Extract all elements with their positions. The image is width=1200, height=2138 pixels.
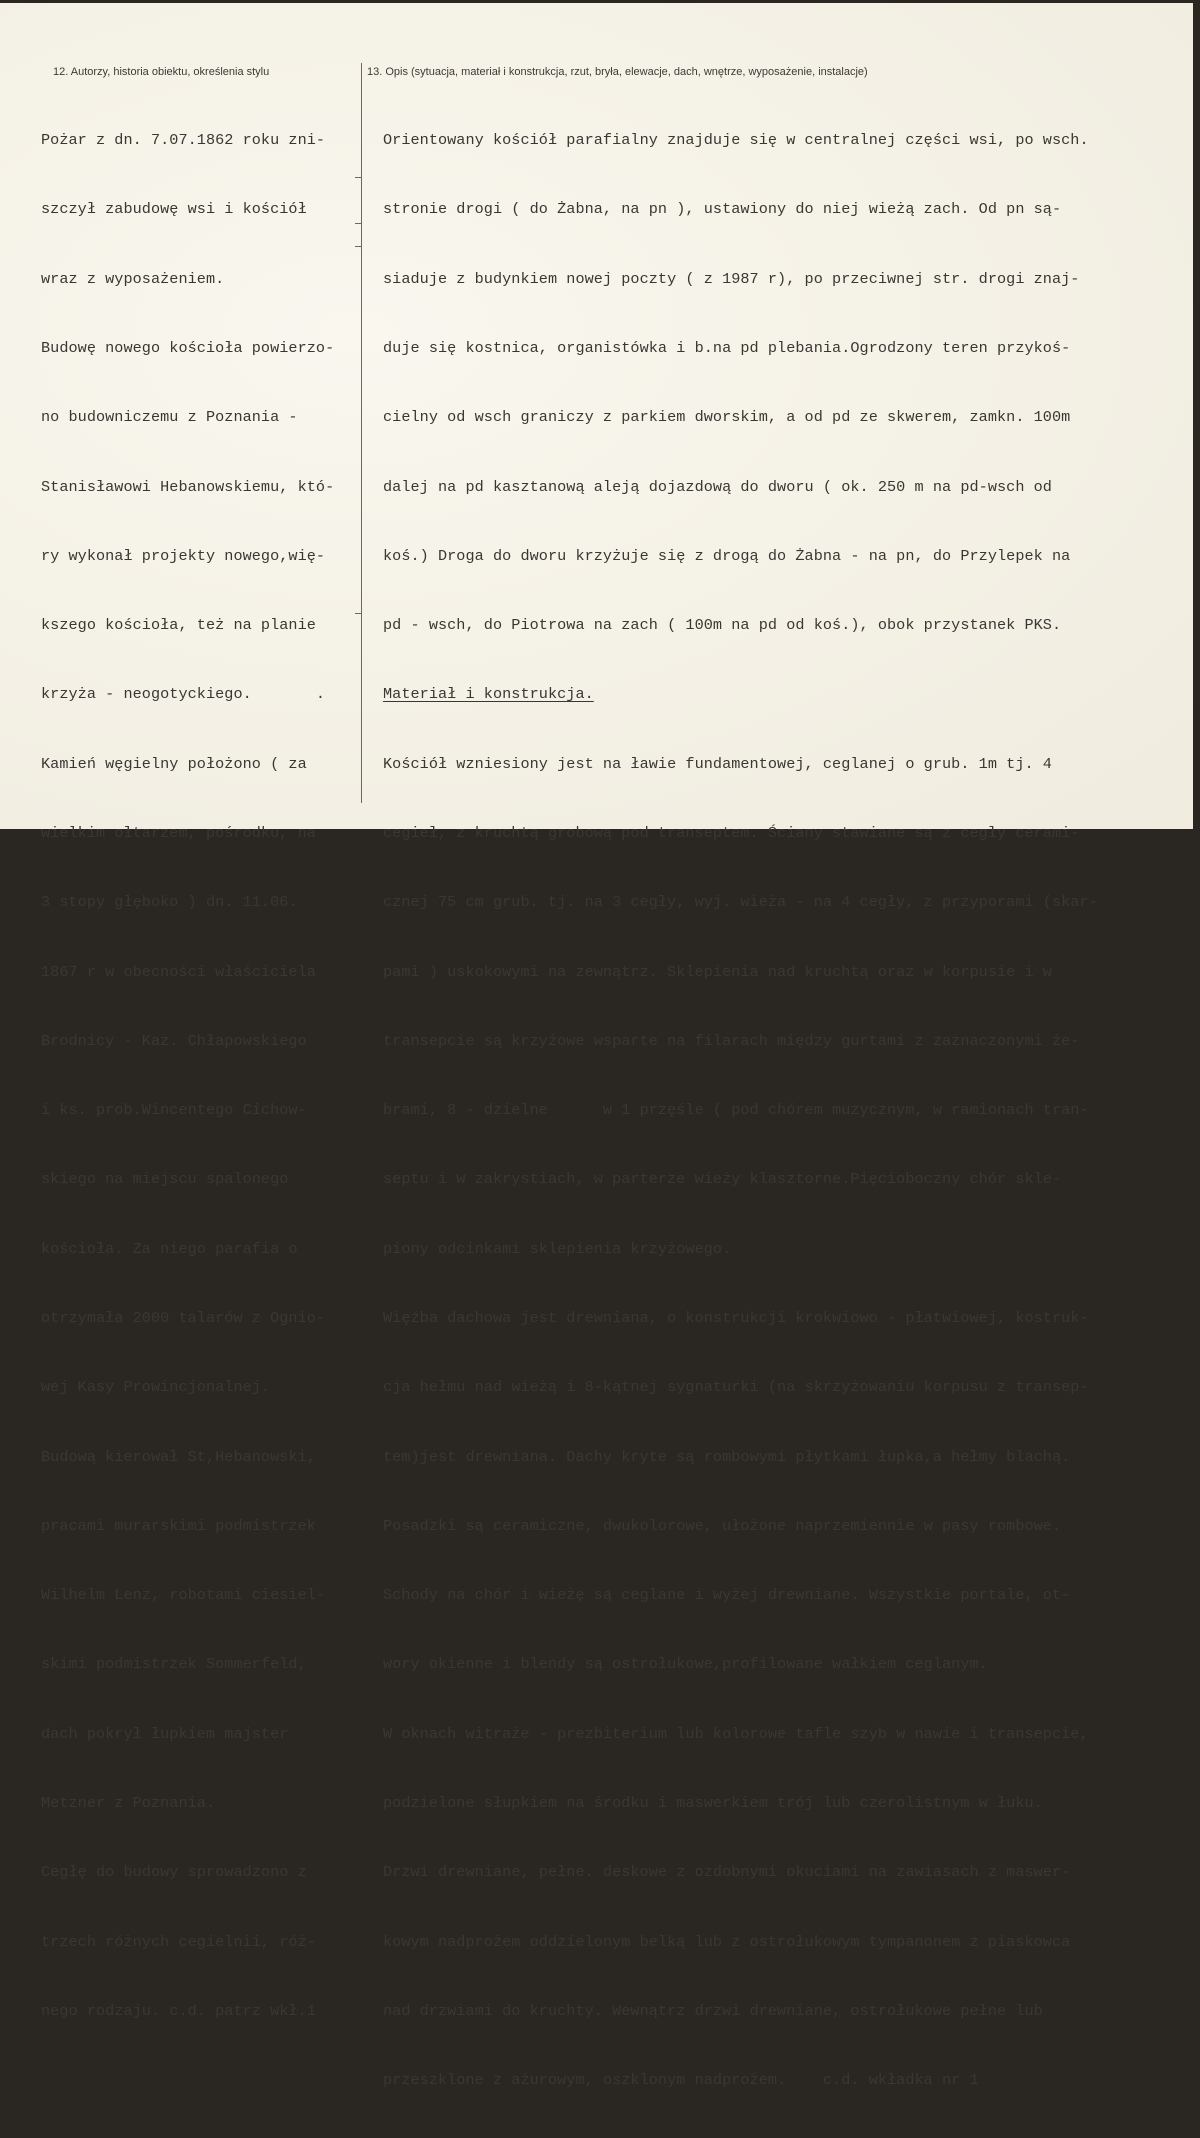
- text-line: wory okienne i blendy są ostrołukowe,profilowane wałkiem ceglanym.: [383, 1655, 988, 1674]
- text-line: koś.) Droga do dworu krzyżuje się z drogą do Żabna - na pn, do Przylepek na: [383, 546, 1071, 565]
- text-line: siaduje z budynkiem nowej poczty ( z 1987 r), po przeciwnej str. drogi znaj-: [383, 269, 1080, 288]
- text-line: i ks. prob.Wincentego Cichow-: [41, 1101, 307, 1120]
- section-13-text: [383, 83, 1098, 2138]
- text-line: Drzwi drewniane, pełne. deskowe z ozdobnymi okuciami na zawiasach z maswer-: [383, 1863, 1071, 1882]
- text-line: wraz z wyposażeniem.: [41, 269, 225, 288]
- text-line: dach pokrył łupkiem majster: [41, 1724, 289, 1743]
- text-line: kszego kościoła, też na planie: [41, 616, 316, 635]
- text-line: skiego na miejscu spalonego: [41, 1170, 289, 1189]
- text-line: kościoła. Za niego parafia o: [41, 1239, 298, 1258]
- text-line: brami, 8 - dzielne w 1 przęśle ( pod chórem muzycznym, w ramionach tran-: [383, 1101, 1089, 1120]
- text-line: wej Kasy Prowincjonalnej.: [41, 1378, 271, 1397]
- text-line: ry wykonał projekty nowego,wię-: [41, 546, 326, 565]
- text-line: piony odcinkami sklepienia krzyżowego.: [383, 1239, 732, 1258]
- text-line: nego rodzaju. c.d. patrz wkł.1: [41, 2001, 316, 2020]
- text-line: 3 stopy głęboko ) dn. 11.06.: [41, 893, 298, 912]
- text-line: Cegłę do budowy sprowadzono z: [41, 1863, 307, 1882]
- divider-tick: [355, 223, 361, 224]
- section-12-label: 12. Autorzy, historia obiektu, określenia stylu: [53, 66, 270, 78]
- divider-tick: [355, 246, 361, 247]
- text-line: 1867 r w obecności właściciela: [41, 962, 316, 981]
- text-line: cielny od wsch graniczy z parkiem dworskim, a od pd ze skwerem, zamkn. 100m: [383, 408, 1071, 427]
- text-line: Budową kierował St,Hebanowski,: [41, 1447, 316, 1466]
- text-line: pd - wsch, do Piotrowa na zach ( 100m na pd od koś.), obok przystanek PKS.: [383, 616, 1062, 635]
- divider-tick: [355, 177, 361, 178]
- text-line: Orientowany kościół parafialny znajduje się w centralnej części wsi, po wsch.: [383, 131, 1089, 150]
- text-line: wielkim ołtarzem, pośrodku, na: [41, 824, 316, 842]
- text-line: skimi podmistrzek Sommerfeld,: [41, 1655, 307, 1674]
- text-line: Posadzki są ceramiczne, dwukolorowe, ułożone naprzemiennie w pasy rombowe.: [383, 1516, 1062, 1535]
- text-line: cegieł, z kruchtą grobową pod transeptem. Ściany stawiane są z cegły cerami-: [383, 824, 1080, 842]
- text-line: Schody na chór i wieżę są ceglane i wyżej drewniane. Wszystkie portale, ot-: [383, 1586, 1071, 1605]
- subheading-material: Materiał i konstrukcja.: [383, 685, 594, 704]
- text-line: Stanisławowi Hebanowskiemu, któ-: [41, 477, 335, 496]
- section-13-label: 13. Opis (sytuacja, materiał i konstrukcja, rzut, bryła, elewacje, dach, wnętrze, wyposażenie, instalacje): [367, 66, 868, 78]
- text-line: otrzymała 2000 talarów z Ognio-: [41, 1308, 326, 1327]
- text-line: Więźba dachowa jest drewniana, o konstrukcji krokwiowo - płatwiowej, kostruk-: [383, 1308, 1089, 1327]
- text-line: pami ) uskokowymi na zewnątrz. Sklepienia nad kruchtą oraz w korpusie i w: [383, 962, 1052, 981]
- divider-tick: [355, 613, 361, 614]
- text-line: transepcie są krzyżowe wsparte na filarach między gurtami z zaznaczonymi że-: [383, 1031, 1080, 1050]
- text-line: cznej 75 cm grub. tj. na 3 cegły, wyj. wieża - na 4 cegły, z przyporami (skar-: [383, 893, 1098, 912]
- text-line: podzielone słupkiem na środku i maswerkiem trój lub czerolistnym w łuku.: [383, 1793, 1043, 1812]
- text-line: Brodnicy - Kaz. Chłapowskiego: [41, 1031, 307, 1050]
- text-line: szczył zabudowę wsi i kościół: [41, 200, 307, 219]
- text-line: Kamień węgielny położono ( za: [41, 754, 307, 773]
- text-line: Wilhelm Lenz, robotami ciesiel-: [41, 1586, 326, 1605]
- text-line: septu i w zakrystiach, w parterze wieży klasztorne.Pięcioboczny chór skle-: [383, 1170, 1062, 1189]
- text-line: dalej na pd kasztanową aleją dojazdową do dworu ( ok. 250 m na pd-wsch od: [383, 477, 1052, 496]
- text-line: krzyża - neogotyckiego. .: [41, 685, 326, 704]
- document-sheet: [0, 3, 1193, 2090]
- text-line: stronie drogi ( do Żabna, na pn ), ustawiony do niej wieżą zach. Od pn są-: [383, 200, 1062, 219]
- text-line: Kościół wzniesiony jest na ławie fundamentowej, ceglanej o grub. 1m tj. 4: [383, 754, 1052, 773]
- text-line: trzech różnych cegielnii, róż-: [41, 1932, 316, 1951]
- text-line: przeszklone z ażurowym, oszklonym nadprożem. c.d. wkładka nr 1: [383, 2071, 979, 2090]
- text-line: tem)jest drewniana. Dachy kryte są rombowymi płytkami łupka,a hełmy blachą.: [383, 1447, 1071, 1466]
- column-divider: [361, 63, 362, 803]
- section-12-text: [41, 83, 334, 2069]
- text-line: cja hełmu nad wieżą i 8-kątnej sygnaturki (na skrzyżowaniu korpusu z transep-: [383, 1378, 1089, 1397]
- text-line: pracami murarskimi podmistrzek: [41, 1516, 316, 1535]
- text-line: Metzner z Poznania.: [41, 1793, 216, 1812]
- text-line: Pożar z dn. 7.07.1862 roku zni-: [41, 131, 326, 150]
- text-line: no budowniczemu z Poznania -: [41, 408, 298, 427]
- text-line: kowym nadprożem oddzielonym belką lub z ostrołukowym tympanonem z piaskowca: [383, 1932, 1071, 1951]
- text-line: duje się kostnica, organistówka i b.na pd plebania.Ogrodzony teren przykoś-: [383, 339, 1071, 358]
- text-line: nad drzwiami do kruchty. Wewnątrz drzwi drewniane, ostrołukowe pełne lub: [383, 2001, 1043, 2020]
- text-line: W oknach witraże - prezbiterium lub kolorowe tafle szyb w nawie i transepcie,: [383, 1724, 1089, 1743]
- text-line: Budowę nowego kościoła powierzo-: [41, 339, 335, 358]
